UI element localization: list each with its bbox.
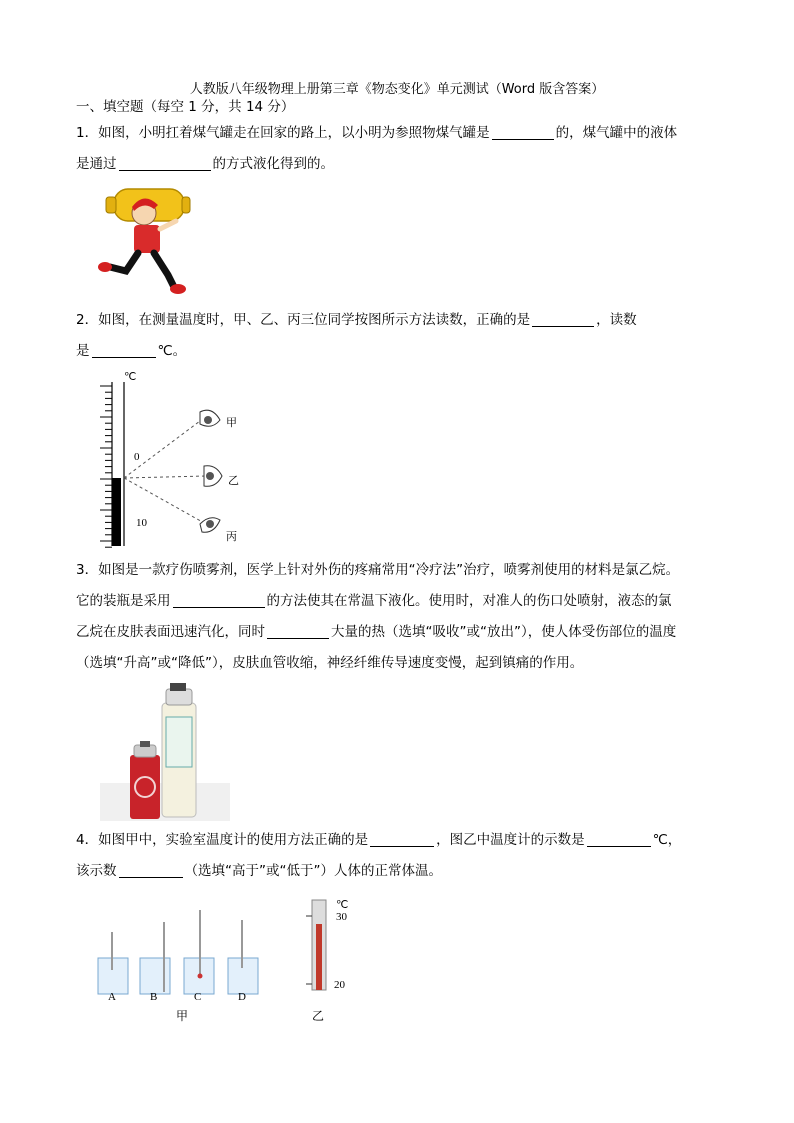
q2-label-bing: 丙 [226,530,237,543]
q2-tick-10: 10 [136,517,147,529]
q4-blank-2[interactable] [587,832,651,847]
eye-icon [200,518,220,533]
q1-blank-2[interactable] [119,156,211,171]
q3-figure-spray-cans [100,683,230,823]
q1-line-1: 1．如图，小明扛着煤气罐走在回家的路上，以小明为参照物煤气罐是 的，煤气罐中的液体 [76,125,678,141]
label-b: B [150,991,158,1003]
q2-scale-ticks [100,386,112,547]
section-heading: 一、填空题（每空 1 分，共 14 分） [76,99,295,115]
q2-label-jia: 甲 [226,416,237,429]
q3-line-4: （选填“升高”或“降低”），皮肤血管收缩，神经纤维传导速度变慢，起到镇痛的作用。 [76,655,584,671]
q2-figure-thermometer-reading [96,368,256,550]
q2-unit-label: ℃ [124,371,137,383]
q3-line-2: 它的装瓶是采用 的方法使其在常温下液化。使用时，对准人的伤口处喷射，液态的氯 [76,593,672,609]
q2-blank-2[interactable] [92,343,156,358]
label-jia: 甲 [176,1009,189,1023]
q3-blank-2[interactable] [267,624,329,639]
q3-line-3: 乙烷在皮肤表面迅速汽化，同时 大量的热（选填“吸收”或“放出”），使人体受伤部位的温度 [76,624,677,640]
q4-unit-label: ℃ [336,899,349,911]
q3-line-1: 3．如图是一款疗伤喷雾剂，医学上针对外伤的疼痛常用“冷疗法”治疗，喷雾剂使用的材料是氯乙烷。 [76,562,680,578]
q2-tick-0: 0 [134,451,140,463]
beaker-c [184,910,214,994]
beaker-d [228,920,258,994]
q2-label-yi: 乙 [228,474,239,487]
label-d: D [238,991,246,1003]
q4-tick-20: 20 [334,979,345,991]
q2-line-1: 2．如图，在测量温度时，甲、乙、丙三位同学按图所示方法读数，正确的是 ，读数 [76,312,637,328]
q2-line-2: 是 ℃。 [76,343,187,359]
q4-figure-beakers [94,908,274,1026]
eye-icon [200,410,220,426]
q4-tick-30: 30 [336,911,347,923]
beaker-a [98,932,128,994]
q1-blank-1[interactable] [492,125,554,140]
q1-line-2: 是通过 的方式液化得到的。 [76,156,334,172]
q3-blank-1[interactable] [173,593,265,608]
label-c: C [194,991,202,1003]
q2-blank-1[interactable] [532,312,594,327]
q4-figure-thermometer-yi [296,896,366,1026]
document-title: 人教版八年级物理上册第三章《物态变化》单元测试（Word 版含答案） [189,82,605,97]
q4-blank-1[interactable] [370,832,434,847]
q1-figure-boy-carrying-gas-tank [96,183,196,295]
q4-line-2: 该示数 （选填“高于”或“低于”）人体的正常体温。 [76,863,442,879]
label-yi: 乙 [312,1009,325,1023]
q4-line-1: 4．如图甲中，实验室温度计的使用方法正确的是 ，图乙中温度计的示数是 ℃， [76,832,682,848]
eye-icon [204,466,222,487]
q4-blank-3[interactable] [119,863,183,878]
beaker-b [140,922,170,994]
label-a: A [108,991,116,1003]
